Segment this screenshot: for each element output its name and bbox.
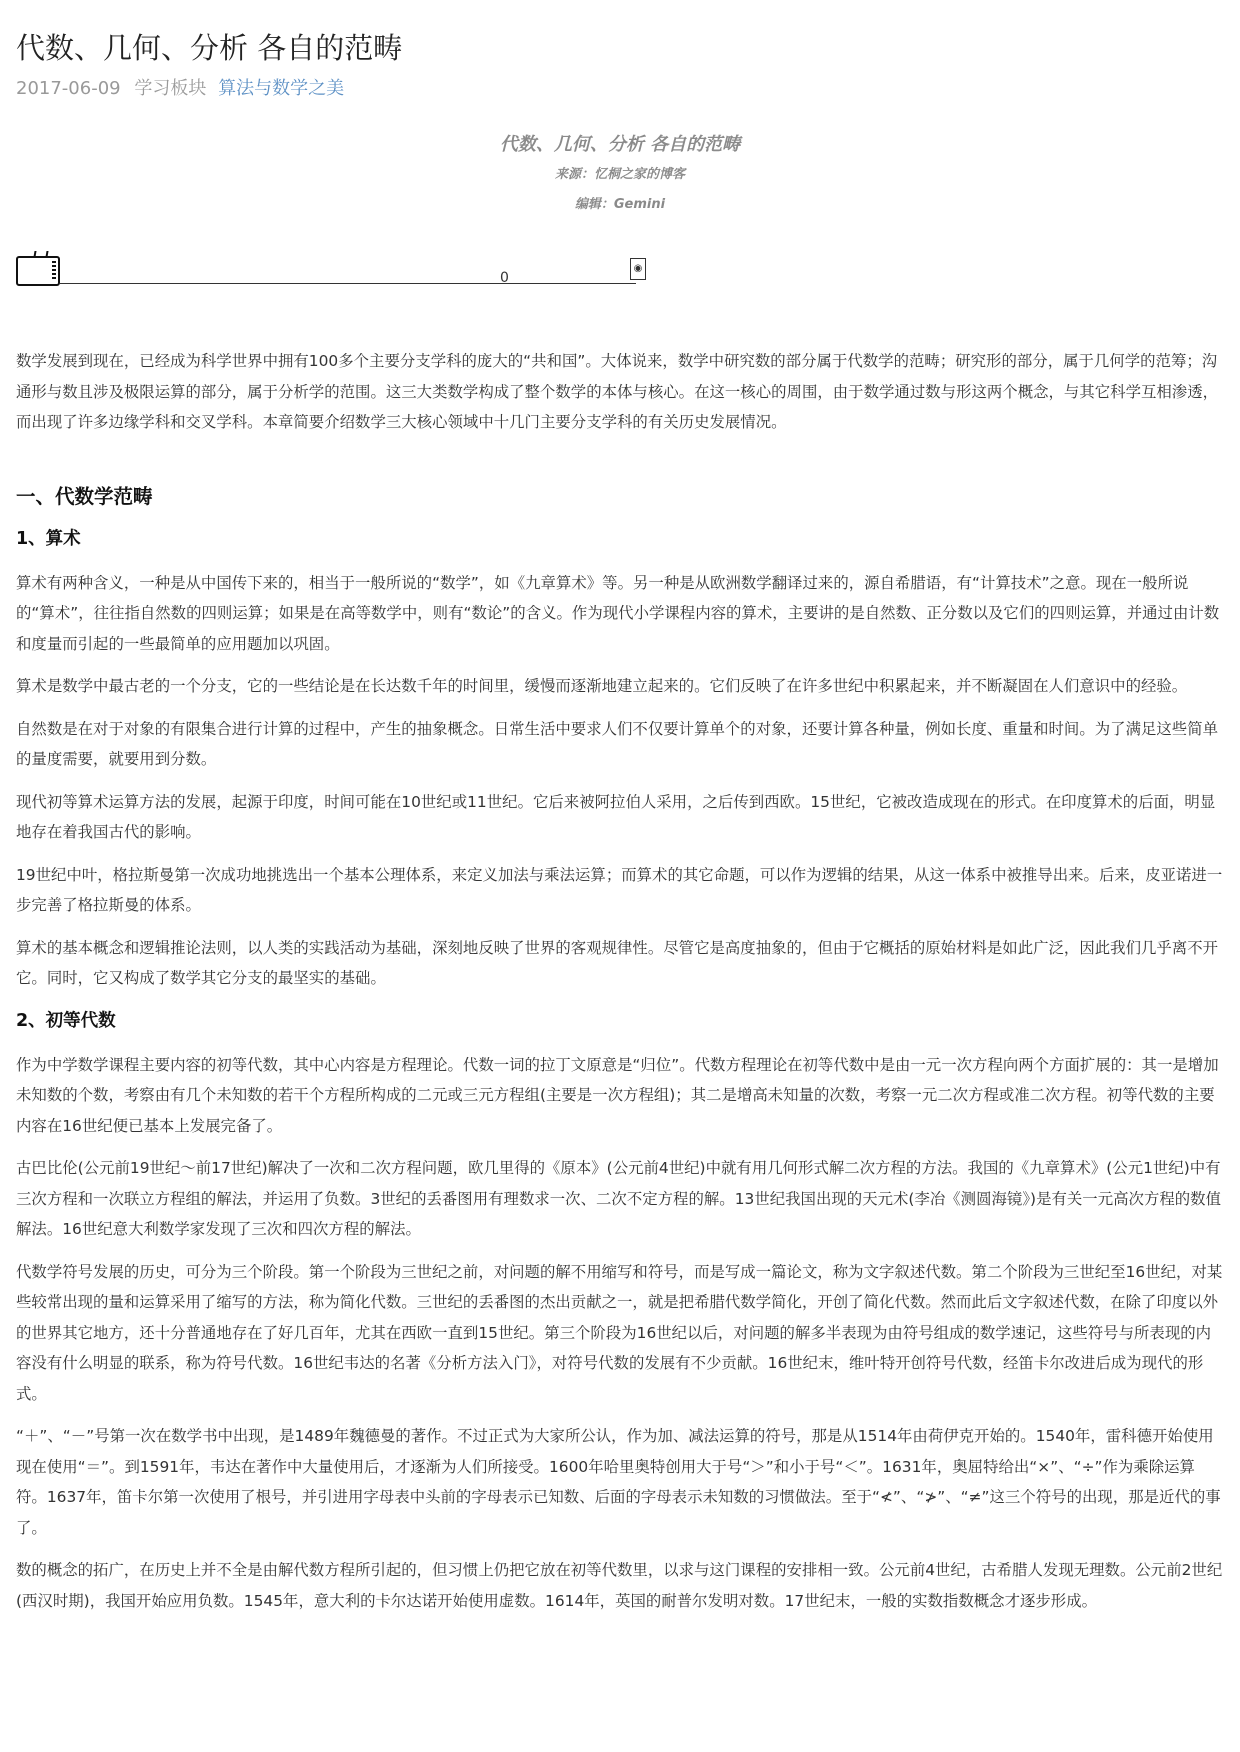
paragraph: 自然数是在对于对象的有限集合进行计算的过程中，产生的抽象概念。日常生活中要求人们不仅要计算单个的对象，还要计算各种量，例如长度、重量和时间。为了满足这些简单的量度需要，就要用到分数。 [16, 719, 1219, 768]
page-title: 代数、几何、分析 各自的范畴 [16, 31, 403, 65]
category-link[interactable]: 算法与数学之美 [218, 78, 345, 99]
intro-editor: 编辑：Gemini [574, 197, 666, 212]
intro-header [16, 130, 1224, 220]
subsection-heading: 1、算术 [16, 528, 81, 549]
intro-source: 来源：忆桐之家的博客 [554, 167, 685, 182]
post-meta [16, 76, 1224, 102]
paragraph: 代数学符号发展的历史，可分为三个阶段。第一个阶段为三世纪之前，对问题的解不用缩写和符号，而是写成一篇论文，称为文字叙述代数。第二个阶段为三世纪至16世纪，对某些较常出现的量和运算采用了缩写的方法，称为简化代数。三世纪的丢番图的杰出贡献之一，就是把希腊代数学简化，开创了简化代数。然而此后文字叙述代数，在除了印度以外的世界其它地方，还十分普通地存在了好几百年，尤其在西欧一直到15世纪。第三个阶段为16世纪以后，对问题的解多半表现为由符号组成的数学速记，这些符号与所表现的内容没有什么明显的联系，称为符号代数。16世纪韦达的名著《分析方法入门》，对符号代数的发展有不少贡献。16世纪末，维叶特开创符号代数，经笛卡尔改进后成为现代的形式。 [16, 1262, 1223, 1403]
paragraph: 数的概念的拓广，在历史上并不全是由解代数方程所引起的，但习惯上仍把它放在初等代数里，以求与这门课程的安排相一致。公元前4世纪，古希腊人发现无理数。公元前2世纪(西汉时期)，我国开始应用负数。1545年，意大利的卡尔达诺开始使用虚数。1614年，英国的耐普尔发明对数。17世纪末，一般的实数指数概念才逐步形成。 [16, 1561, 1223, 1610]
lead-paragraph: 数学发展到现在，已经成为科学世界中拥有100多个主要分支学科的庞大的“共和国”。大体说来，数学中研究数的部分属于代数学的范畴；研究形的部分，属于几何学的范筹；沟通形与数且涉及极限运算的部分，属于分析学的范围。这三大类数学构成了整个数学的本体与核心。在这一核心的周围，由于数学通过数与形这两个概念，与其它科学互相渗透，而出现了许多边缘学科和交叉学科。本章简要介绍数学三大核心领域中十几门主要分支学科的有关历史发展情况。 [16, 352, 1219, 431]
post-board: 学习板块 [134, 78, 207, 99]
paragraph: 作为中学数学课程主要内容的初等代数，其中心内容是方程理论。代数一词的拉丁文原意是“归位”。代数方程理论在初等代数中是由一元一次方程向两个方面扩展的：其一是增加未知数的个数，考察由有几个未知数的若干个方程所构成的二元或三元方程组(主要是一次方程组)；其二是增高未知量的次数，考察一元二次方程或准二次方程。初等代数的主要内容在16世纪便已基本上发展完备了。 [16, 1055, 1219, 1135]
paragraph: “＋”、“－”号第一次在数学书中出现，是1489年魏德曼的著作。不过正式为大家所公认，作为加、减法运算的符号，那是从1514年由荷伊克开始的。1540年，雷科德开始使用现在使用“＝”。到1591年，韦达在著作中大量使用后，才逐渐为人们所接受。1600年哈里奥特创用大于号“＞”和小于号“＜”。1631年，奥屈特给出“×”、“÷”作为乘除运算符。1637年，笛卡尔第一次使用了根号，并引进用字母表中头前的字母表示已知数、后面的字母表示未知数的习惯做法。至于“≮”、“≯”、“≠”这三个符号的出现，那是近代的事了。 [16, 1427, 1221, 1537]
intro-title: 代数、几何、分析 各自的范畴 [499, 134, 741, 155]
media-player[interactable] [16, 248, 646, 290]
tv-icon[interactable] [16, 256, 60, 286]
article-body [16, 346, 1224, 1616]
subsection-heading: 2、初等代数 [16, 1010, 116, 1031]
paragraph: 19世纪中叶，格拉斯曼第一次成功地挑选出一个基本公理体系，来定义加法与乘法运算；而算术的其它命题，可以作为逻辑的结果，从这一体系中被推导出来。后来，皮亚诺进一步完善了格拉斯曼的体系。 [16, 865, 1223, 914]
paragraph: 算术是数学中最古老的一个分支，它的一些结论是在长达数千年的时间里，缓慢而逐渐地建立起来的。它们反映了在许多世纪中积累起来，并不断凝固在人们意识中的经验。 [16, 677, 1188, 695]
audio-icon[interactable]: ◉ [630, 258, 646, 280]
section-heading: 一、代数学范畴 [16, 484, 153, 508]
paragraph: 算术有两种含义，一种是从中国传下来的，相当于一般所说的“数学”，如《九章算术》等。另一种是从欧洲数学翻译过来的，源自希腊语，有“计算技术”之意。现在一般所说的“算术”，往往指自然数的四则运算；如果是在高等数学中，则有“数论”的含义。作为现代小学课程内容的算术，主要讲的是自然数、正分数以及它们的四则运算，并通过由计数和度量而引起的一些最简单的应用题加以巩固。 [16, 573, 1220, 653]
play-count: 0 [500, 270, 509, 286]
post-date: 2017-06-09 [16, 78, 121, 99]
paragraph: 古巴比伦(公元前19世纪～前17世纪)解决了一次和二次方程问题，欧几里得的《原本》(公元前4世纪)中就有用几何形式解二次方程的方法。我国的《九章算术》(公元1世纪)中有三次方程和一次联立方程组的解法，并运用了负数。3世纪的丢番图用有理数求一次、二次不定方程的解。13世纪我国出现的天元术(李冶《测圆海镜》)是有关一元高次方程的数值解法。16世纪意大利数学家发现了三次和四次方程的解法。 [16, 1159, 1221, 1238]
progress-track[interactable] [60, 283, 636, 284]
paragraph: 现代初等算术运算方法的发展，起源于印度，时间可能在10世纪或11世纪。它后来被阿拉伯人采用，之后传到西欧。15世纪，它被改造成现在的形式。在印度算术的后面，明显地存在着我国古代的影响。 [16, 792, 1216, 841]
paragraph: 算术的基本概念和逻辑推论法则，以人类的实践活动为基础，深刻地反映了世界的客观规律性。尽管它是高度抽象的，但由于它概括的原始材料是如此广泛，因此我们几乎离不开它。同时，它又构成了数学其它分支的最坚实的基础。 [16, 938, 1219, 987]
